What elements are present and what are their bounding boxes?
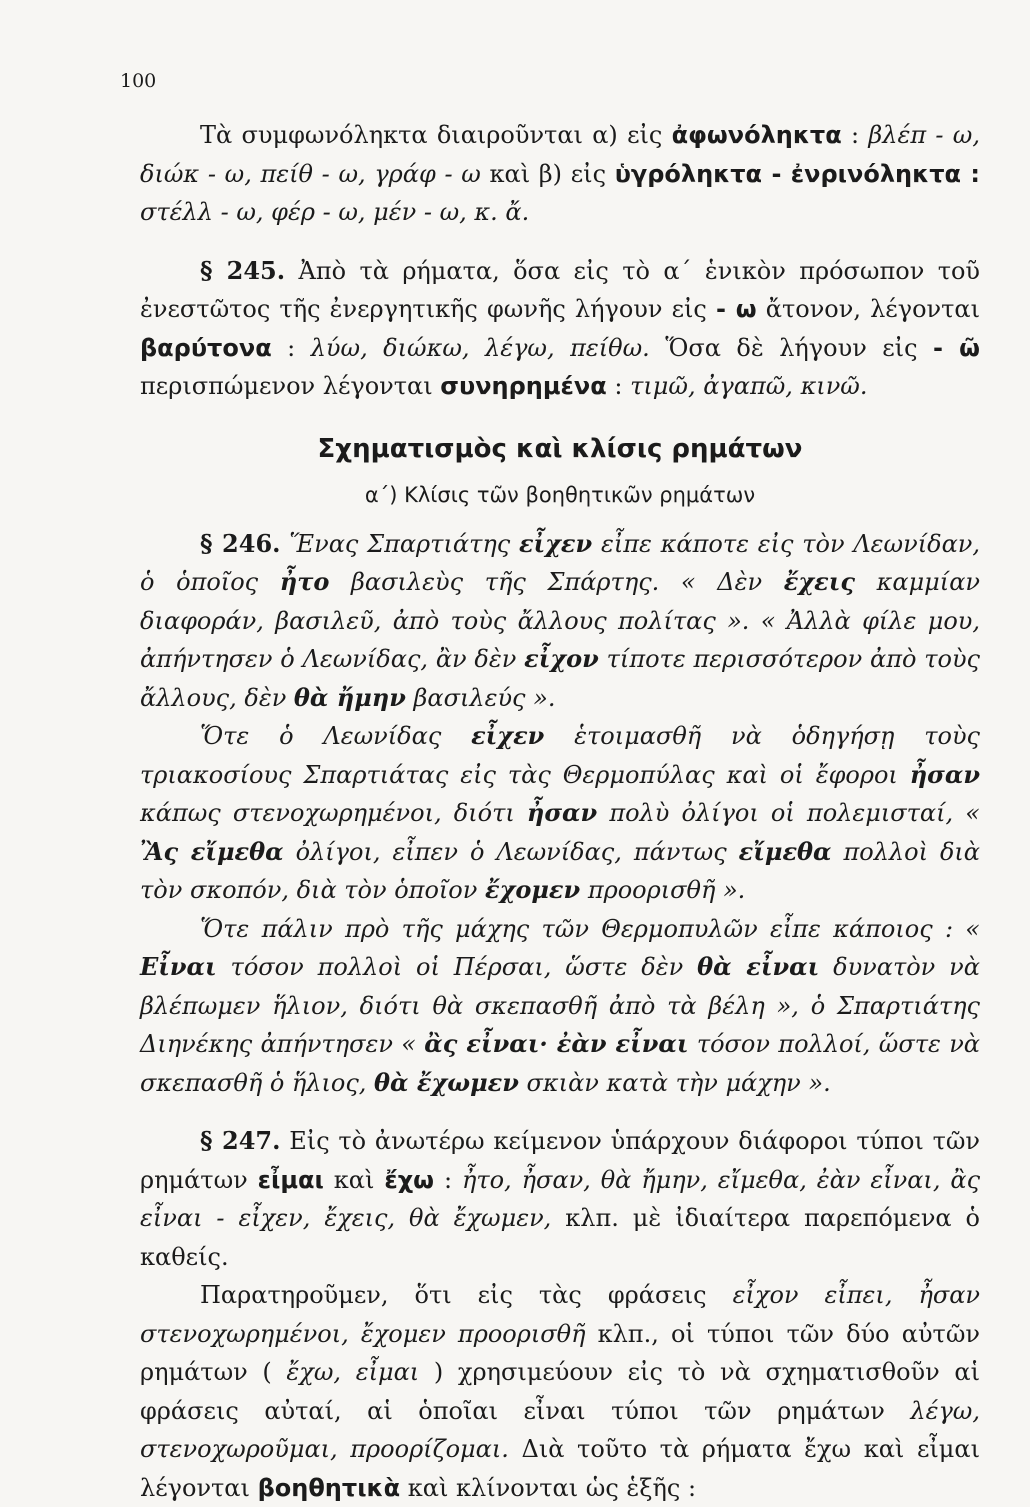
page-number: 100 — [120, 70, 157, 92]
page-body — [140, 116, 980, 1507]
paragraph-245: § 245. Ἀπὸ τὰ ρήματα, ὅσα εἰς τὸ α΄ ἑνικὸν πρόσωπον τοῦ ἐνεστῶτος τῆς ἐνεργητικῆς φωνῆς λήγουν εἰς - ω ἄτονον, λέγονται βαρύτονα : λύω, διώκω, λέγω, πείθω. Ὅσα δὲ λήγουν εἰς - ῶ περισπώμενον λέγονται συνηρημένα : τιμῶ, ἀγαπῶ, κινῶ. — [140, 255, 981, 400]
paragraph-247: § 247. Εἰς τὸ ἀνωτέρω κείμενον ὑπάρχουν διάφοροι τύποι τῶν ρημάτων εἶμαι καὶ ἔχω : ἦτο, ἦσαν, θὰ ἤμην, εἴμεθα, ἐὰν εἶναι, ἂς εἶναι - εἶχεν, ἔχεις, θὰ ἔχωμεν, κλπ. μὲ ἰδιαίτερα παρεπόμενα ὁ καθείς. — [140, 1126, 981, 1271]
section-heading: Σχηματισμὸς καὶ κλίσις ρημάτων — [317, 433, 803, 464]
paragraph-leonidas-thermopylae: Ὅτε ὁ Λεωνίδας εἶχεν ἑτοιμασθῆ νὰ ὁδηγήσῃ τοὺς τριακοσίους Σπαρτιάτας εἰς τὰς Θερμοπύλας καὶ οἱ ἔφοροι ἦσαν κάπως στενοχωρημένοι, διότι ἦσαν πολὺ ὀλίγοι οἱ πολεμισταί, « Ἂς εἴμεθα ὀλίγοι, εἶπεν ὁ Λεωνίδας, πάντως εἴμεθα πολλοὶ διὰ τὸν σκοπόν, διὰ τὸν ὁποῖον ἔχομεν προορισθῆ ». — [140, 721, 981, 904]
paragraph-consonant-endings: Τὰ συμφωνόληκτα διαιροῦνται α) εἰς ἀφωνόληκτα : βλέπ - ω, διώκ - ω, πείθ - ω, γράφ - ω καὶ β) εἰς ὑγρόληκτα - ἐνρινόληκτα : στέλλ - ω, φέρ - ω, μέν - ω, κ. ἄ. — [140, 121, 981, 226]
paragraph-dienekes: Ὅτε πάλιν πρὸ τῆς μάχης τῶν Θερμοπυλῶν εἶπε κάποιος : « Εἶναι τόσον πολλοὶ οἱ Πέρσαι, ὥστε δὲν θὰ εἶναι δυνατὸν νὰ βλέπωμεν ἥλιον, διότι θὰ σκεπασθῆ ἀπὸ τὰ βέλη », ὁ Σπαρτιάτης Διηνέκης ἀπήντησεν « ἂς εἶναι· ἐὰν εἶναι τόσον πολλοί, ὥστε νὰ σκεπασθῆ ὁ ἥλιος, θὰ ἔχωμεν σκιὰν κατὰ τὴν μάχην ». — [140, 914, 980, 1097]
paragraph-246: § 246. Ἕνας Σπαρτιάτης εἶχεν εἶπε κάποτε εἰς τὸν Λεωνίδαν, ὁ ὁποῖος ἦτο βασιλεὺς τῆς Σπάρτης. « Δὲν ἔχεις καμμίαν διαφοράν, βασιλεῦ, ἀπὸ τοὺς ἄλλους πολίτας ». « Ἀλλὰ φίλε μου, ἀπήντησεν ὁ Λεωνίδας, ἂν δὲν εἶχον τίποτε περισσότερον ἀπὸ τοὺς ἄλλους, δὲν θὰ ἤμην βασιλεύς ». — [140, 528, 980, 712]
paragraph-auxiliary-verbs: Παρατηροῦμεν, ὅτι εἰς τὰς φράσεις εἶχον εἶπει, ἦσαν στενοχωρημένοι, ἔχομεν προορισθῆ κλπ., οἱ τύποι τῶν δύο αὐτῶν ρημάτων ( ἔχω, εἶμαι ) χρησιμεύουν εἰς τὸ νὰ σχηματισθοῦν αἱ φράσεις αὐταί, αἱ ὁποῖαι εἶναι τύποι τῶν ρημάτων λέγω, στενοχωροῦμαι, προορίζομαι. Διὰ τοῦτο τὰ ρήματα ἔχω καὶ εἶμαι λέγονται βοηθητικὰ καὶ κλίνονται ὡς ἑξῆς : — [140, 1281, 981, 1502]
section-subheading: α΄) Κλίσις τῶν βοηθητικῶν ρημάτων — [364, 483, 756, 507]
